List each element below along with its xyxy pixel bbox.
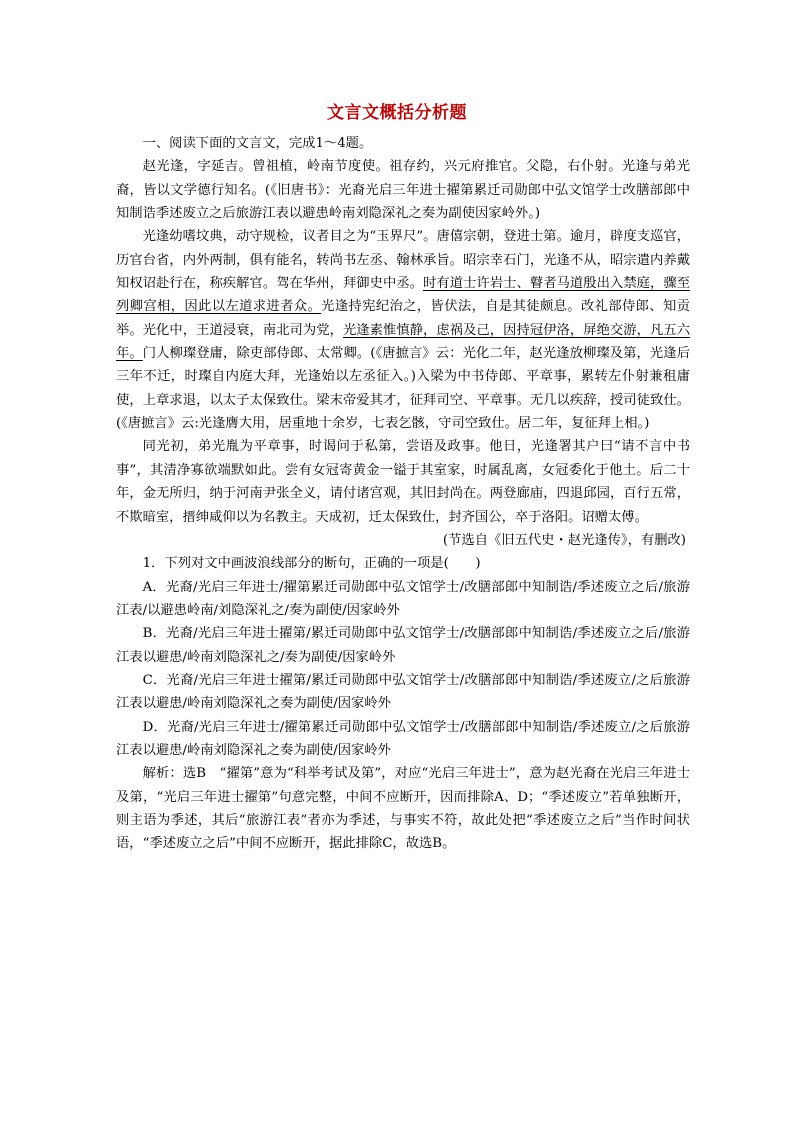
question-1-option-b: B．光裔/光启三年进士擢第/累迁司勋郎中弘文馆学士/改膳部郎中知制诰/季述废立之后/旅游江表以避患/岭南刘隐深礼之/奏为副使/因家岭外: [116, 626, 690, 665]
passage-paragraph-2-part-2: 光逢持宪纪治之，皆伏法，自是其徒颇息。改礼部侍郎、知贡举。光化中，王道浸衰，南北司为党，: [116, 299, 691, 338]
document-body: [116, 132, 690, 856]
passage-source: (节选自《旧五代史・赵光逢传》，有删改): [442, 532, 686, 548]
question-1-option-c: C．光裔/光启三年进士擢第/累迁司勋郎中弘文馆学士/改膳部郎中知制诰/季述废立/之后旅游江表以避患/岭南刘隐深礼之奏为副使/因家岭外: [116, 672, 690, 712]
question-1-analysis: 解析：选B “擢第”意为“科举考试及第”，对应“光启三年进士”，意为赵光裔在光启三年进士及第，“光启三年进士擢第”句意完整，中间不应断开，因而排除A、D；“季述废立”若单独断开，则主语为季述，其后“旅游江表”者亦为季述，与事实不符，故此处把“季述废立之后”当作时间状语，“季述废立之后”中间不应断开，据此排除C，故选B。: [116, 766, 690, 852]
question-1-option-d: D．光裔/光启三年进士/擢第累迁司勋郎中弘文馆学士/改膳部郎中知制诰/季述废立/之后旅游江表以避患/岭南刘隐深礼之奏为副使/因家岭外: [116, 719, 690, 758]
passage-paragraph-2-part-1: 光逢幼嗜坟典，动守规检，议者目之为“玉界尺”。唐僖宗朝，登进士第。逾月，辟度支巡官，历官台省，内外两制，俱有能名，转尚书左丞、翰林承旨。昭宗幸石门，光逢不从，昭宗遣内养戴知权诏赴行在，称疾解官。驾在华州，拜御史中丞。: [116, 229, 690, 292]
question-1-option-a: A．光裔/光启三年进士/擢第累迁司勋郎中弘文馆学士/改膳部郎中知制诰/季述废立之后/旅游江表/以避患岭南/刘隐深礼之/奏为副使/因家岭外: [116, 579, 690, 618]
passage-paragraph-2: [116, 225, 690, 435]
passage-paragraph-3: 同光初，弟光胤为平章事，时谒问于私第，尝语及政事。他日，光逢署其户曰“请不言中书事”，其清净寡欲端默如此。尝有女冠寄黄金一镒于其室家，时属乱离，女冠委化于他土。后二十年，金无所归，纳于河南尹张全义，请付诸宫观，其旧封尚在。两登廊庙，四退邱园，百行五常，不欺暗室，搢绅咸仰以为名教主。天成初，迁太保致仕，封齐国公，卒于洛阳。诏赠太傅。: [116, 439, 690, 525]
section-intro: 一、阅读下面的文言文，完成1～4题。: [142, 136, 373, 151]
document-title: 文言文概括分析题: [327, 103, 467, 123]
question-1-stem: 1．下列对文中画波浪线部分的断句，正确的一项是( ): [142, 556, 481, 572]
underlined-sentence-1: 时有道士许岩士、瞽者马道殷出入禁庭，骤至列卿宫相，因此以左道求进者众。: [116, 276, 691, 315]
underlined-sentence-2: 光逢素惟慎静，虑祸及己，因持冠伊洛，屏绝交游，凡五六年。: [116, 322, 691, 362]
passage-paragraph-2-part-3: 门人柳璨登庸，除吏部侍郎、太常卿。(《唐摭言》云：光化二年，赵光逢放柳璨及第，光逢后三年不迁，时璨自内庭大拜，光逢始以左丞征入。)入梁为中书侍郎、平章事，累转左仆射兼租庸使，上章求退，以太子太保致仕。梁末帝爱其才，征拜司空、平章事。无几以疾辞，授司徒致仕。(《唐摭言》云:光逢膺大用，居重地十余岁，七表乞骸，守司空致仕。居二年，复征拜上相。): [116, 346, 690, 432]
passage-paragraph-1: 赵光逢，字延吉。曾祖植，岭南节度使。祖存约，兴元府推官。父隐，右仆射。光逢与弟光裔，皆以文学德行知名。(《旧唐书》：光裔光启三年进士擢第累迁司勋郎中弘文馆学士改膳部郎中知制诰季述废立之后旅游江表以避患岭南刘隐深礼之奏为副使因家岭外。): [116, 159, 690, 222]
